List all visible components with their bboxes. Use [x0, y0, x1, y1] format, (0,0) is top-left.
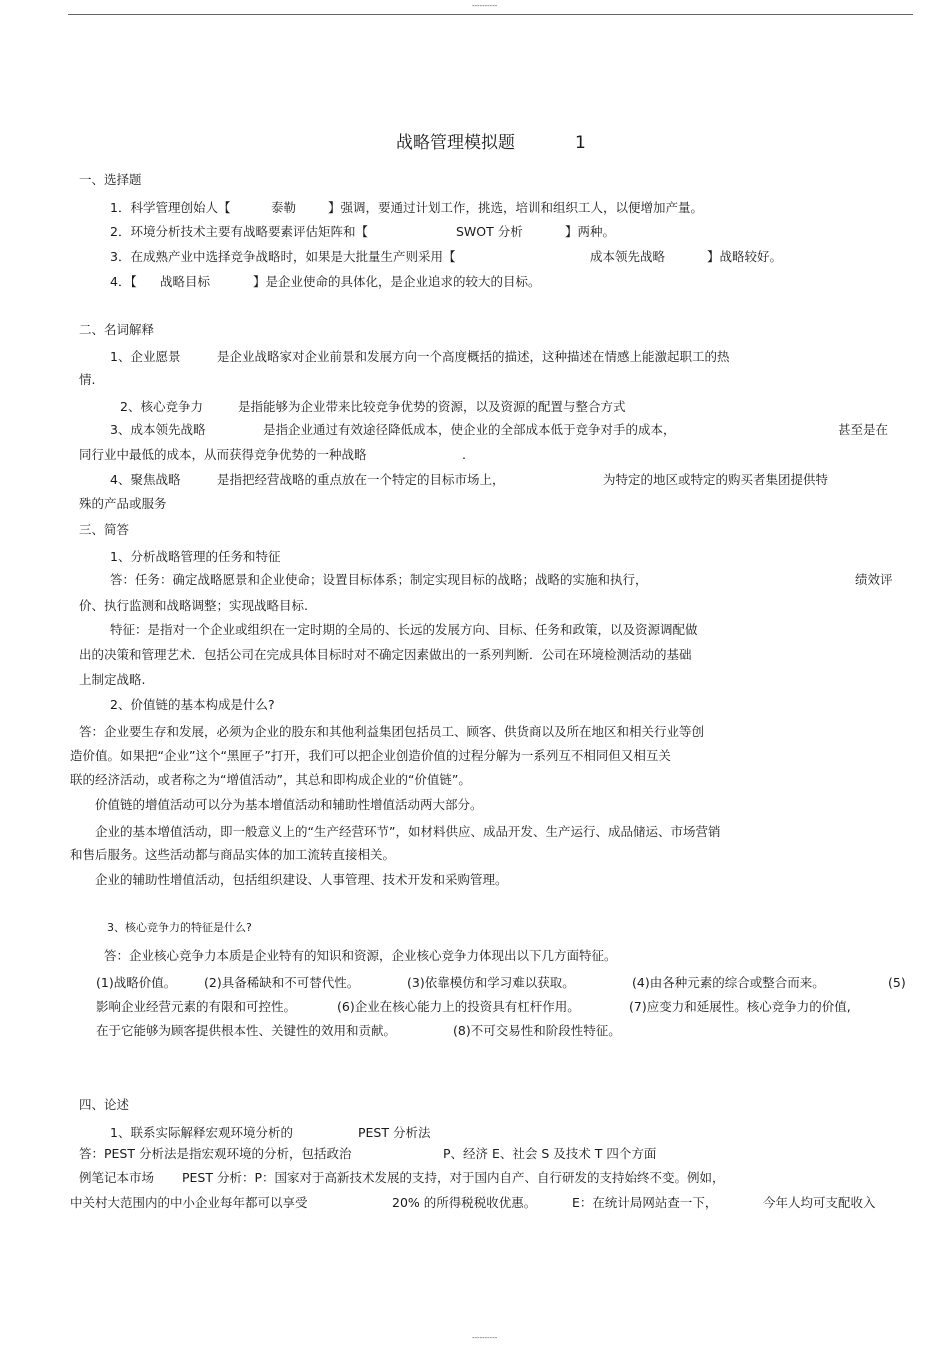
term4-def-cont: 殊的产品或服务 — [79, 496, 167, 511]
sa-a2-line4: 价值链的增值活动可以分为基本增值活动和辅助性增值活动两大部分。 — [95, 797, 483, 812]
sa-a1b-line1: 特征：是指对一个企业或组织在一定时期的全局的、长远的发展方向、目标、任务和政策，以及资源调配做 — [110, 622, 698, 637]
term3-name: 3、成本领先战略 — [110, 422, 206, 437]
sa-a2-line6: 和售后服务。这些活动都与商品实体的加工流转直接相关。 — [70, 847, 396, 862]
sa-a3-item5: 影响企业经营元素的有限和可控性。 — [96, 999, 297, 1014]
q4-text-a: 4．【 — [110, 274, 137, 289]
q4-text-b: 】是企业使命的具体化，是企业追求的较大的目标。 — [253, 274, 541, 289]
q3-text-a: 3．在成熟产业中选择竞争战略时，如果是大批量生产则采用【 — [110, 249, 456, 264]
sa-a3-item7-cont: 在于它能够为顾客提供根本性、关键性的效用和贡献。 — [96, 1023, 397, 1038]
term4-def: 是指把经营战略的重点放在一个特定的目标市场上， — [217, 472, 505, 487]
section-short-answer-heading: 三、简答 — [79, 522, 130, 537]
sa-a1-line2: 价、执行监测和战略调整；实现战略目标. — [79, 598, 308, 613]
q3-text-b: 】战略较好。 — [707, 249, 783, 264]
sa-a3-item1: (1)战略价值。 — [96, 975, 177, 990]
sa-a1-line1-end: 绩效评 — [855, 572, 893, 587]
header-dots: ---------- — [472, 2, 498, 10]
sa-a2-line7: 企业的辅助性增值活动，包括组织建设、人事管理、技术开发和采购管理。 — [95, 872, 508, 887]
sa-a3-item2: (2)具备稀缺和不可替代性。 — [204, 975, 360, 990]
q1-text-a: 1．科学管理创始人【 — [110, 200, 231, 215]
q4-answer: 战略目标 — [160, 274, 211, 289]
sa-a1b-line3: 上制定战略. — [79, 672, 146, 687]
q1-answer: 泰勒 — [271, 200, 297, 215]
sa-a2-line2: 造价值。如果把“企业”这个“黑匣子”打开，我们可以把企业创造价值的过程分解为一系列互不相同但又相互关 — [70, 748, 671, 763]
page-title-number: 1 — [575, 133, 586, 153]
sa-a3-intro: 答：企业核心竞争力本质是企业特有的知识和资源，企业核心竞争力体现出以下几方面特征。 — [104, 948, 617, 963]
q2-answer: SWOT 分析 — [456, 224, 523, 239]
sa-a3-item4: (4)由各种元素的综合或整合而来。 — [632, 975, 825, 990]
section-choice-heading: 一、选择题 — [79, 172, 142, 187]
essay-q1-b: PEST 分析法 — [358, 1125, 431, 1140]
sa-a3-item3: (3)依靠模仿和学习难以获取。 — [407, 975, 575, 990]
term2-name: 2、核心竞争力 — [120, 399, 203, 414]
term1-name: 1、企业愿景 — [110, 349, 181, 364]
term1-def-cont: 情. — [79, 372, 96, 387]
essay-a1-line3-d: 今年人均可支配收入 — [763, 1195, 876, 1210]
sa-q2: 2、价值链的基本构成是什么? — [110, 697, 275, 712]
header-rule — [68, 14, 913, 15]
section-essay-heading: 四、论述 — [79, 1097, 130, 1112]
sa-q1: 1、分析战略管理的任务和特征 — [110, 549, 281, 564]
essay-q1-a: 1、联系实际解释宏观环境分析的 — [110, 1125, 293, 1140]
q3-answer: 成本领先战略 — [590, 249, 666, 264]
essay-a1-line3-b: 20% 的所得税税收优惠。 — [392, 1195, 537, 1210]
sa-a2-line1: 答：企业要生存和发展，必须为企业的股东和其他利益集团包括员工、顾客、供货商以及所在地区和相关行业等创 — [79, 724, 705, 739]
sa-a3-item7: (7)应变力和延展性。核心竞争力的价值, — [629, 999, 851, 1014]
essay-a1-line1-a: 答：PEST 分析法是指宏观环境的分析，包括政治 — [79, 1146, 352, 1161]
term4-def-b: 为特定的地区或特定的购买者集团提供特 — [603, 472, 829, 487]
q1-text-b: 】强调，要通过计划工作，挑选，培训和组织工人，以便增加产量。 — [328, 200, 704, 215]
sa-a2-line3: 联的经济活动，或者称之为“增值活动”，其总和即构成企业的“价值链”。 — [70, 772, 471, 787]
sa-a3-item8: (8)不可交易性和阶段性特征。 — [453, 1023, 621, 1038]
term3-def: 是指企业通过有效途径降低成本，使企业的全部成本低于竞争对手的成本， — [263, 422, 676, 437]
term1-def: 是企业战略家对企业前景和发展方向一个高度概括的描述，这种描述在情感上能激起职工的热 — [217, 349, 730, 364]
page-title: 战略管理模拟题 — [396, 133, 515, 153]
sa-a1b-line2: 出的决策和管理艺术．包括公司在完成具体目标时对不确定因素做出的一系列判断．公司在环境检测活动的基础 — [79, 647, 692, 662]
sa-q3: 3、核心竞争力的特征是什么? — [107, 921, 252, 934]
sa-a2-line5: 企业的基本增值活动，即一般意义上的“生产经营环节”，如材料供应、成品开发、生产运行、成品储运、市场营销 — [95, 824, 721, 839]
term3-def-period: . — [462, 447, 466, 462]
essay-a1-line1-b: P、经济 E、社会 S 及技术 T 四个方面 — [443, 1146, 657, 1161]
essay-a1-line3-c: E：在统计局网站查一下， — [572, 1195, 718, 1210]
sa-a3-item6: (6)企业在核心能力上的投资具有杠杆作用。 — [337, 999, 580, 1014]
q2-text-a: 2．环境分析技术主要有战略要素评估矩阵和【 — [110, 224, 368, 239]
term3-def-b: 甚至是在 — [838, 422, 889, 437]
term2-def: 是指能够为企业带来比较竞争优势的资源，以及资源的配置与整合方式 — [238, 399, 626, 414]
term3-def-cont: 同行业中最低的成本，从而获得竞争优势的一种战略 — [79, 447, 367, 462]
essay-a1-line2-a: 例笔记本市场 — [79, 1170, 155, 1185]
sa-a3-item5-num: (5) — [888, 975, 906, 990]
footer-dots: ---------- — [472, 1334, 498, 1342]
essay-a1-line2-b: PEST 分析：P：国家对于高新技术发展的支持，对于国内自产、自行研发的支持始终不变。例如， — [182, 1170, 725, 1185]
sa-a1-line1: 答：任务：确定战略愿景和企业使命；设置目标体系；制定实现目标的战略；战略的实施和执行， — [110, 572, 648, 587]
essay-a1-line3-a: 中关村大范围内的中小企业每年都可以享受 — [70, 1195, 308, 1210]
section-terms-heading: 二、名词解释 — [79, 322, 155, 337]
term4-name: 4、聚焦战略 — [110, 472, 181, 487]
q2-text-b: 】两种。 — [565, 224, 616, 239]
